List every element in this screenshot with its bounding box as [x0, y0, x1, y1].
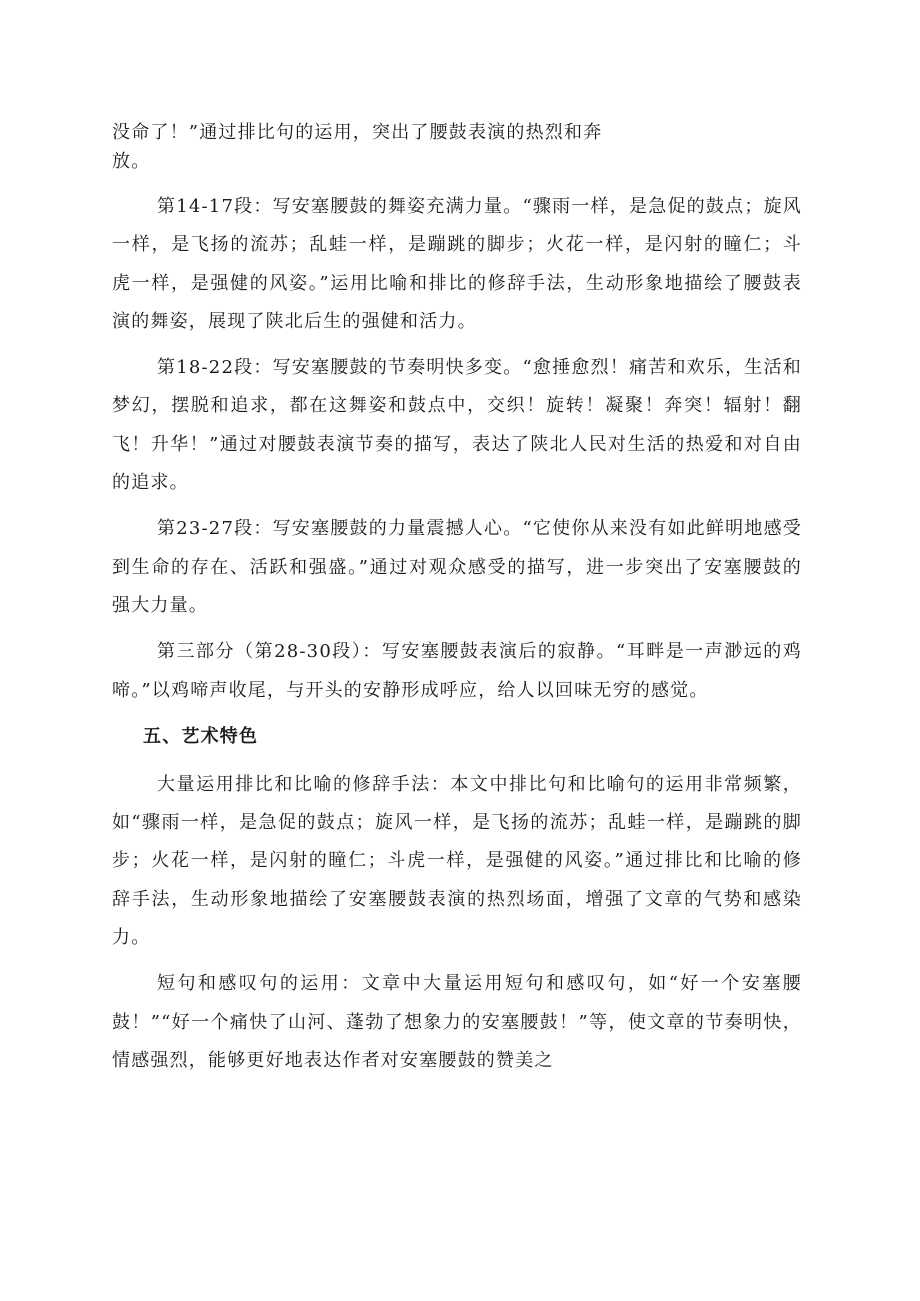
paragraph-rhetoric: 大量运用排比和比喻的修辞手法：本文中排比句和比喻句的运用非常频繁，如“骤雨一样，是急促的鼓点；旋风一样，是飞扬的流苏；乱蛙一样，是蹦跳的脚步；火花一样，是闪射的瞳仁；斗虎一样，是强健的风姿。”通过排比和比喻的修辞手法，生动形象地描绘了安塞腰鼓表演的热烈场面，增强了文章的气势和感染力。	[112, 773, 802, 949]
continued-line-2: 放。	[112, 151, 151, 172]
paragraph-23-27: 第23-27段：写安塞腰鼓的力量震撼人心。“它使你从来没有如此鲜明地感受到生命的存在、活跃和强盛。”通过对观众感受的描写，进一步突出了安塞腰鼓的强大力量。	[112, 518, 802, 616]
continued-paragraph	[112, 118, 802, 176]
continued-line-1: 没命了！”通过排比句的运用，突出了腰鼓表演的热烈和奔	[112, 122, 603, 143]
paragraph-part-three: 第三部分（第28-30段）：写安塞腰鼓表演后的寂静。“耳畔是一声渺远的鸡啼。”以鸡啼声收尾，与开头的安静形成呼应，给人以回味无穷的感觉。	[112, 641, 802, 701]
paragraph-18-22: 第18-22段：写安塞腰鼓的节奏明快多变。“愈捶愈烈！痛苦和欢乐，生活和梦幻，摆脱和追求，都在这舞姿和鼓点中，交织！旋转！凝聚！奔突！辐射！翻飞！升华！”通过对腰鼓表演节奏的描写，表达了陕北人民对生活的热爱和对自由的追求。	[112, 357, 802, 494]
document-body	[112, 118, 802, 1088]
paragraph-14-17: 第14-17段：写安塞腰鼓的舞姿充满力量。“骤雨一样，是急促的鼓点；旋风一样，是飞扬的流苏；乱蛙一样，是蹦跳的脚步；火花一样，是闪射的瞳仁；斗虎一样，是强健的风姿。”运用比喻和排比的修辞手法，生动形象地描绘了腰鼓表演的舞姿，展现了陕北后生的强健和活力。	[112, 196, 802, 332]
paragraph-short-sentences: 短句和感叹句的运用：文章中大量运用短句和感叹句，如“好一个安塞腰鼓！”“好一个痛快了山河、蓬勃了想象力的安塞腰鼓！”等，使文章的节奏明快，情感强烈，能够更好地表达作者对安塞腰鼓的赞美之	[112, 973, 802, 1071]
section-heading-art-features: 五、艺术特色	[143, 725, 259, 747]
